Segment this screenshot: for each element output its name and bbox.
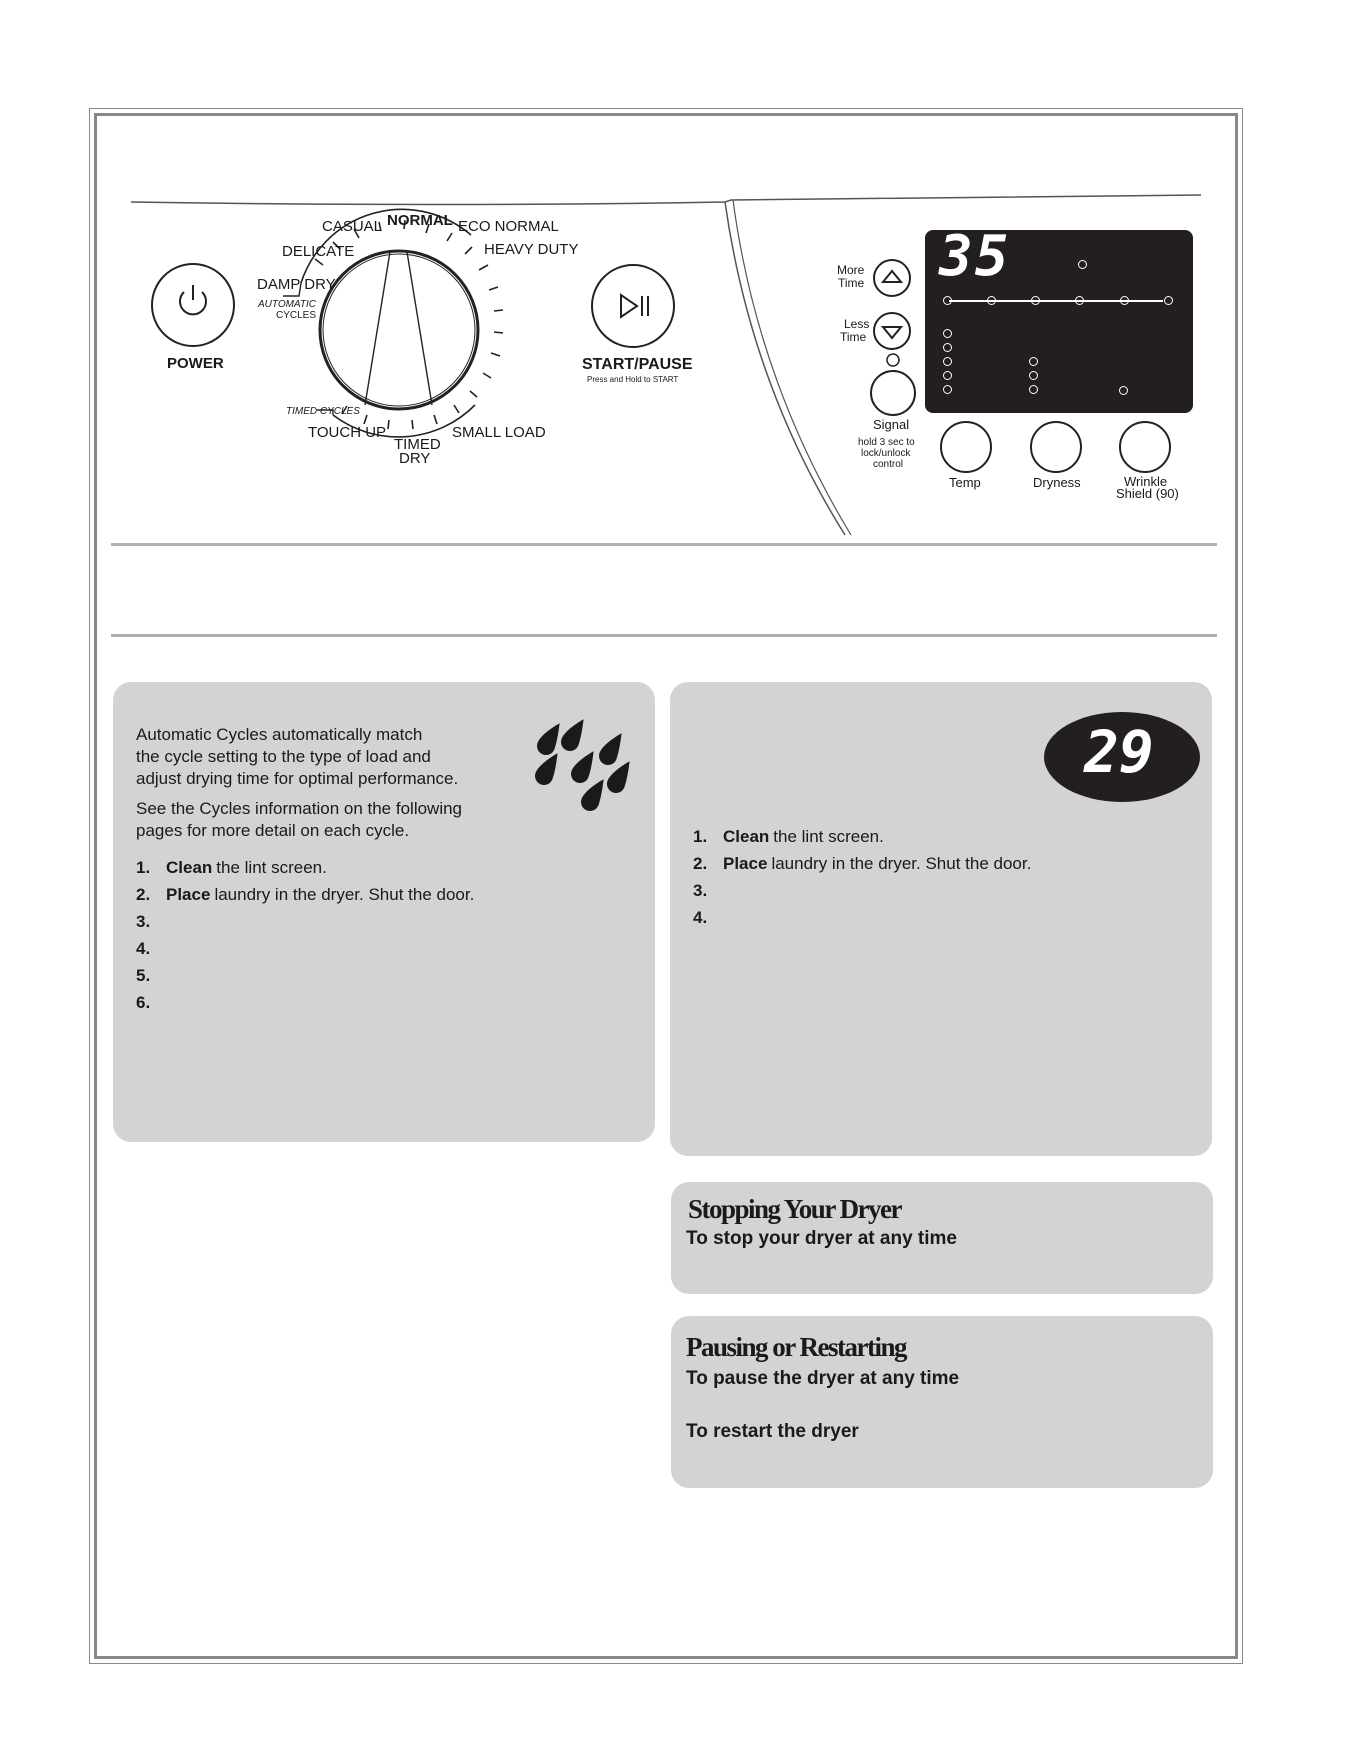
step-item: 4. xyxy=(693,908,708,927)
automatic-cycles-label-2: CYCLES xyxy=(276,310,317,321)
intro-text: pages for more detail on each cycle. xyxy=(136,821,410,840)
dial-damp-dry: DAMP DRY xyxy=(257,276,336,293)
step-item: 2. Place laundry in the dryer. Shut the door. xyxy=(136,885,475,904)
indicator-light xyxy=(1031,296,1040,305)
time-display xyxy=(1044,712,1200,802)
dial-small-load: SMALL LOAD xyxy=(452,424,546,441)
indicator-light xyxy=(1120,296,1129,305)
start-pause-label: START/PAUSE xyxy=(582,356,693,373)
lcd-display xyxy=(925,224,1193,413)
step-item: 3. xyxy=(693,881,708,900)
automatic-cycles-label: AUTOMATIC xyxy=(258,299,316,310)
step-item: 2. Place laundry in the dryer. Shut the door. xyxy=(693,854,1032,873)
indicator-light xyxy=(943,296,952,305)
step-item: 1. Clean the lint screen. xyxy=(136,858,327,877)
indicator-light xyxy=(943,357,952,366)
dial-timed-dry: TIMED xyxy=(394,436,441,453)
automatic-cycles-box xyxy=(113,682,655,1142)
signal-label: Signal xyxy=(873,417,910,432)
intro-text: See the Cycles information on the following xyxy=(136,799,463,818)
wrinkle-shield-label-2: Shield (90) xyxy=(1116,486,1179,501)
temp-label: Temp xyxy=(949,475,981,490)
water-drops-icon xyxy=(531,716,641,816)
more-time-label-2: Time xyxy=(838,276,865,290)
dial-normal: NORMAL xyxy=(387,212,453,229)
indicator-light xyxy=(1119,386,1128,395)
less-time-label-2: Time xyxy=(840,330,867,344)
indicator-light xyxy=(943,371,952,380)
pausing-subheading: To pause the dryer at any time xyxy=(686,1368,960,1389)
power-label: POWER xyxy=(167,355,224,372)
stopping-subheading: To stop your dryer at any time xyxy=(686,1228,957,1249)
control-panel-illustration xyxy=(111,125,1217,545)
signal-hint: hold 3 sec to xyxy=(858,437,915,448)
indicator-light xyxy=(987,296,996,305)
indicator-light xyxy=(1078,260,1087,269)
timed-cycles-label: TIMED CYCLES xyxy=(286,406,360,417)
indicator-light xyxy=(1029,357,1038,366)
divider xyxy=(111,543,1217,546)
dial-eco-normal: ECO NORMAL xyxy=(458,218,559,235)
indicator-light xyxy=(943,343,952,352)
indicator-light xyxy=(943,329,952,338)
indicator-light xyxy=(943,385,952,394)
signal-hint-2: lock/unlock xyxy=(861,448,911,459)
divider xyxy=(111,634,1217,637)
step-item: 1. Clean the lint screen. xyxy=(693,827,884,846)
step-item: 3. xyxy=(136,912,151,931)
stopping-box xyxy=(671,1182,1213,1294)
indicator-light xyxy=(1029,371,1038,380)
dial-heavy-duty: HEAVY DUTY xyxy=(484,241,579,258)
indicator-light xyxy=(1075,296,1084,305)
timed-cycles-box xyxy=(670,682,1212,1156)
step-item: 4. xyxy=(136,939,151,958)
less-time-label: Less xyxy=(844,317,870,331)
display-time: 29 xyxy=(1084,718,1154,786)
step-item: 5. xyxy=(136,966,151,985)
start-pause-hint: Press and Hold to START xyxy=(587,375,679,384)
step-item: 6. xyxy=(136,993,151,1012)
indicator-bar xyxy=(949,300,1163,302)
dial-delicate: DELICATE xyxy=(282,243,355,260)
pausing-heading: Pausing or Restarting xyxy=(686,1332,907,1362)
dial-timed-dry-2: DRY xyxy=(399,450,431,467)
dryness-label: Dryness xyxy=(1033,475,1081,490)
dial-touch-up: TOUCH UP xyxy=(308,424,387,441)
intro-text: adjust drying time for optimal performance. xyxy=(136,769,459,788)
stopping-heading: Stopping Your Dryer xyxy=(688,1194,902,1224)
display-time: 35 xyxy=(939,224,1011,289)
dial-casual: CASUAL xyxy=(322,218,383,235)
indicator-light xyxy=(1164,296,1173,305)
intro-text: Automatic Cycles automatically match xyxy=(136,725,423,744)
more-time-label: More xyxy=(837,263,865,277)
restart-subheading: To restart the dryer xyxy=(686,1421,859,1442)
indicator-light xyxy=(1029,385,1038,394)
intro-text: the cycle setting to the type of load and xyxy=(136,747,431,766)
signal-hint-3: control xyxy=(873,459,904,470)
wrinkle-shield-label: Wrinkle xyxy=(1124,474,1168,489)
pausing-box xyxy=(671,1316,1213,1488)
